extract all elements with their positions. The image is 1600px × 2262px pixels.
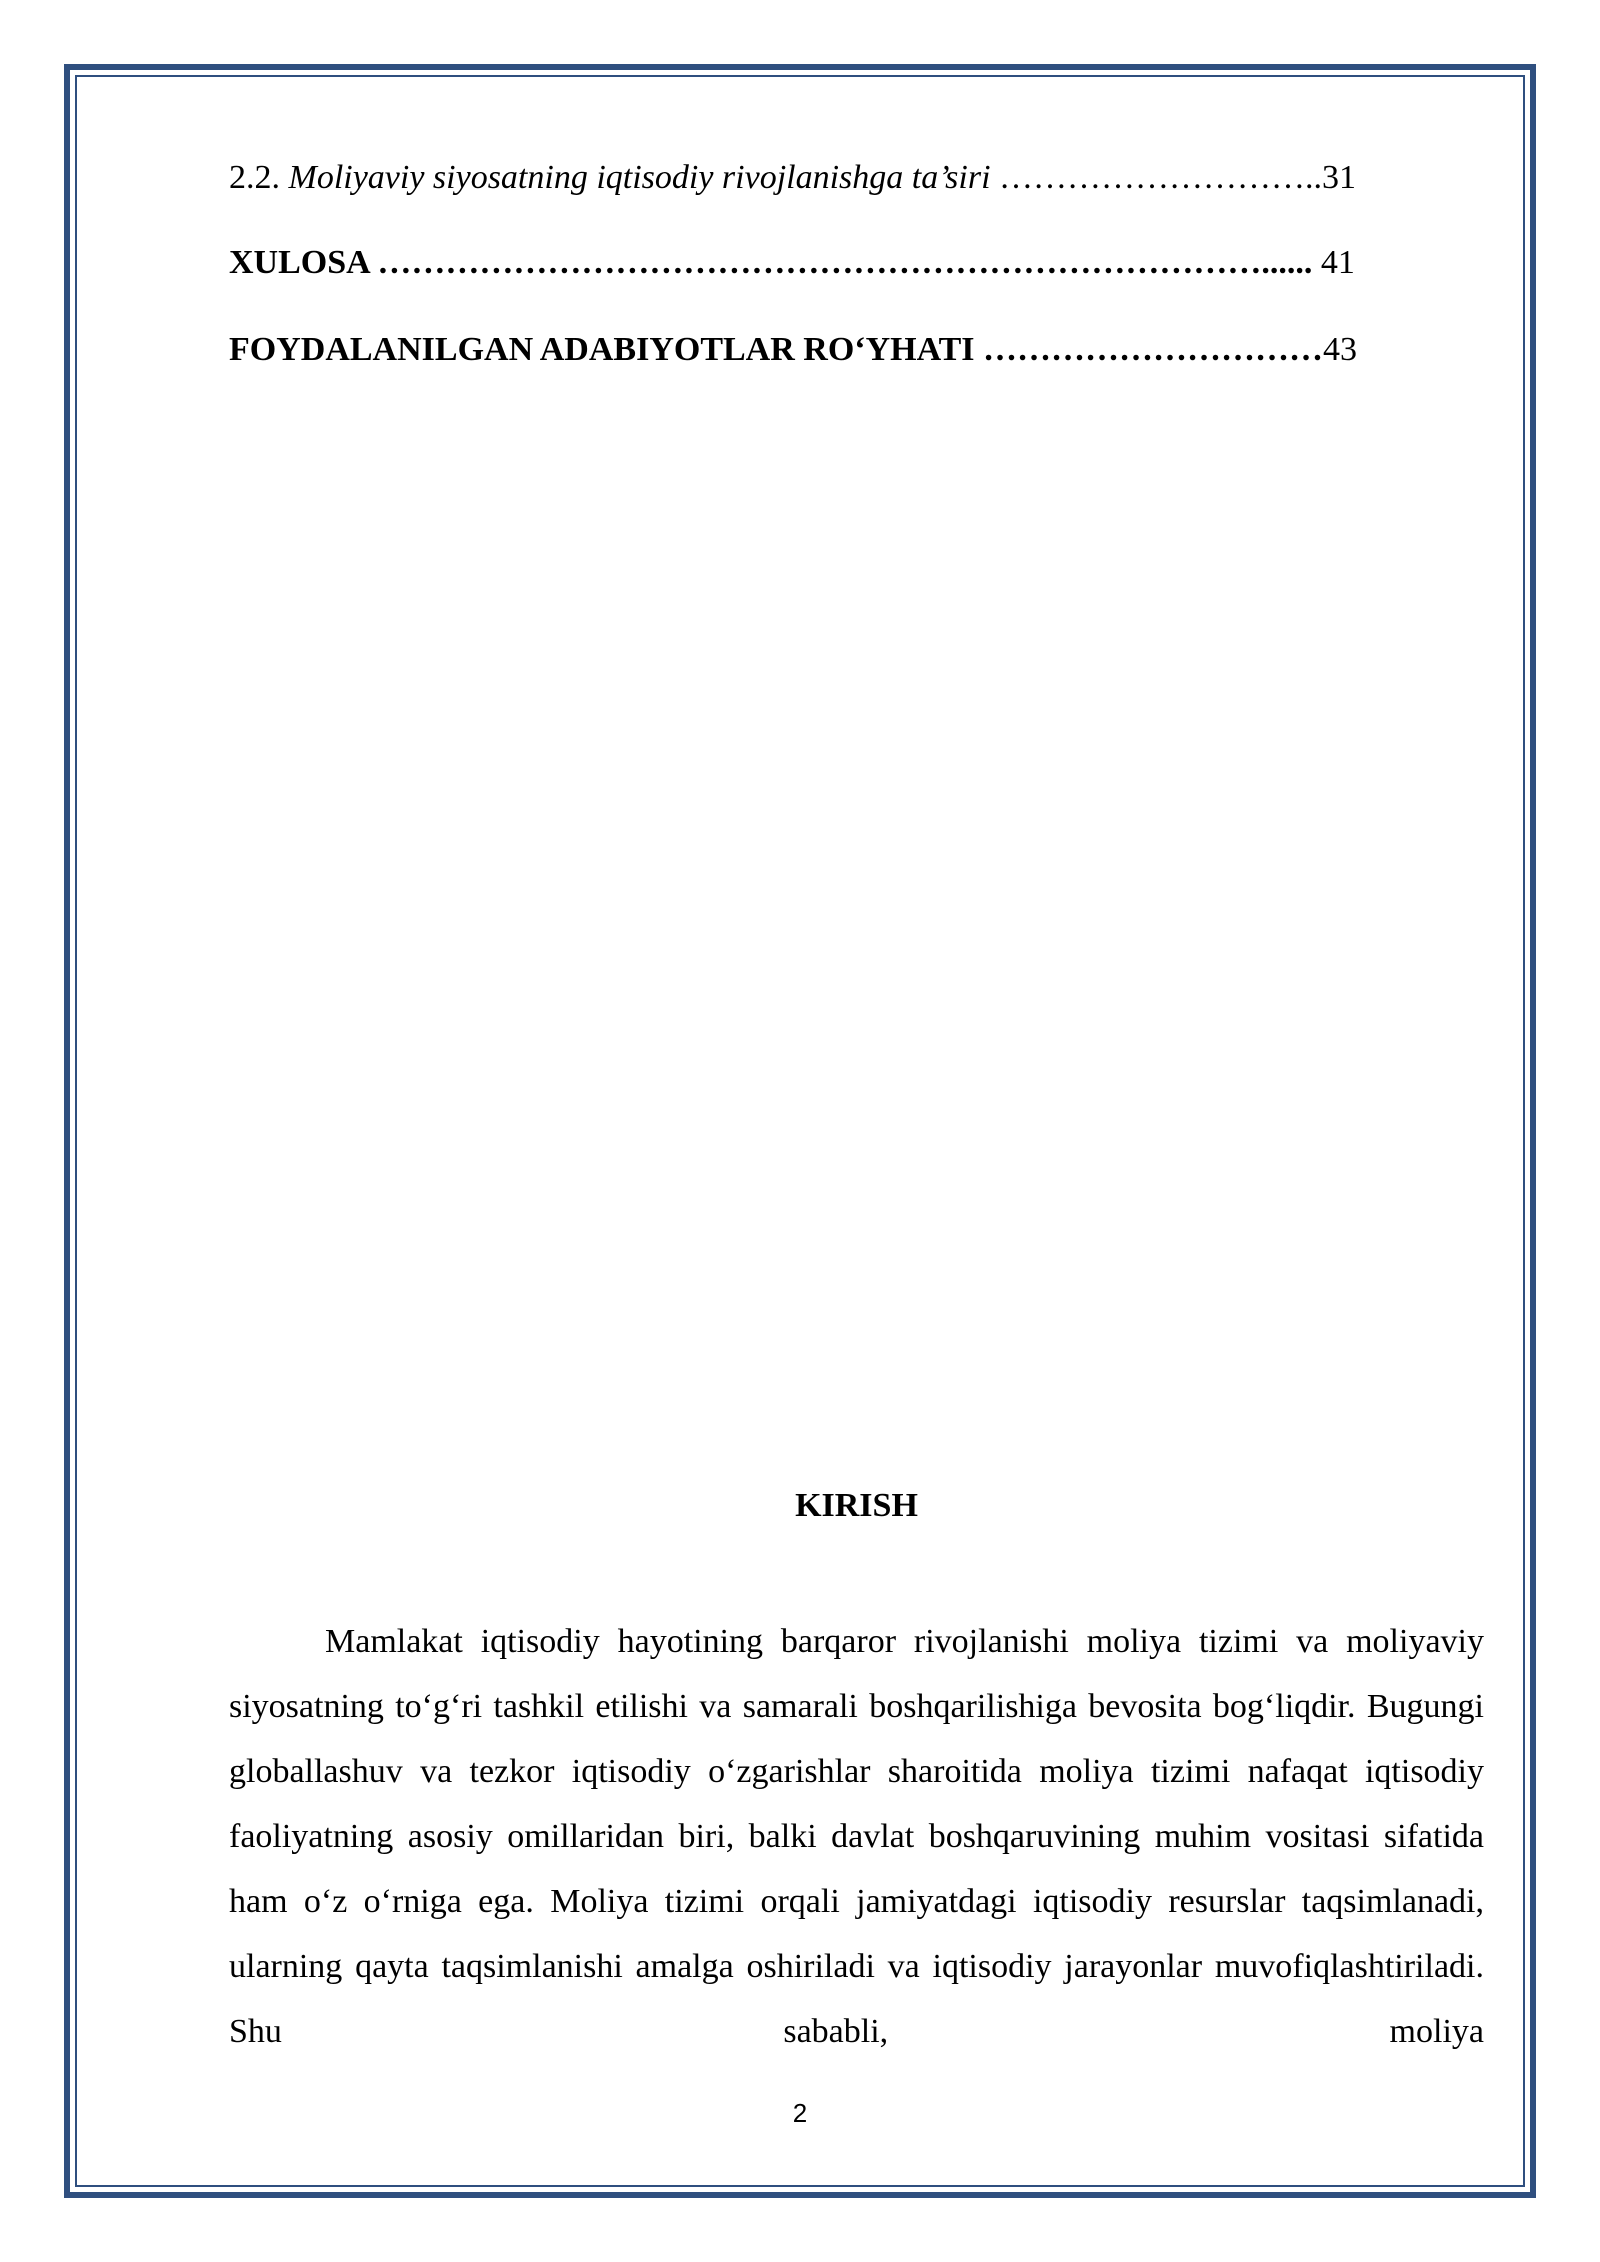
toc-entry-title: Moliyaviy siyosatning iqtisodiy rivojlanishga ta’siri (288, 159, 991, 196)
body-paragraph: Mamlakat iqtisodiy hayotining barqaror rivojlanishi moliya tizimi va moliyaviy siyosatning to‘g‘ri tashkil etilishi va samarali boshqarilishiga bevosita bog‘liqdir. Bugungi globallashuv va tezkor iqtisodiy o‘zgarishlar sharoitida moliya tizimi nafaqat iqtisodiy faoliyatning asosiy omillaridan biri, balki davlat boshqaruvining muhim vositasi sifatida ham o‘z o‘rniga ega. Moliya tizimi orqali jamiyatdagi iqtisodiy resurslar taqsimlanadi, ularning qayta taqsimlanishi amalga oshiriladi va iqtisodiy jarayonlar muvofiqlashtiriladi. Shu sababli, moliya (229, 1623, 1484, 2050)
toc-entry-page: 31 (1322, 159, 1357, 196)
toc-entry-leader: ……………………………………………………………………...... (368, 244, 1313, 281)
page-number: 2 (792, 2098, 808, 2128)
toc-entry-bibliography[interactable] (229, 330, 1484, 370)
section-heading: KIRISH (795, 1487, 918, 1524)
toc-entry-leader: ……………………….. (990, 159, 1323, 196)
toc-entry-title: FOYDALANILGAN ADABIYOTLAR RO‘YHATI (229, 331, 975, 368)
toc-entry-2-2[interactable] (229, 158, 1484, 198)
toc-entry-title: XULOSA (229, 244, 369, 281)
toc-entry-page: 43 (1323, 331, 1358, 368)
toc-entry-xulosa[interactable] (229, 243, 1484, 283)
toc-entry-leader: ………………………… (974, 331, 1324, 368)
body-text (229, 1609, 1484, 2064)
toc-entry-page: 41 (1312, 244, 1355, 281)
toc-entry-number: 2.2. (229, 159, 289, 196)
